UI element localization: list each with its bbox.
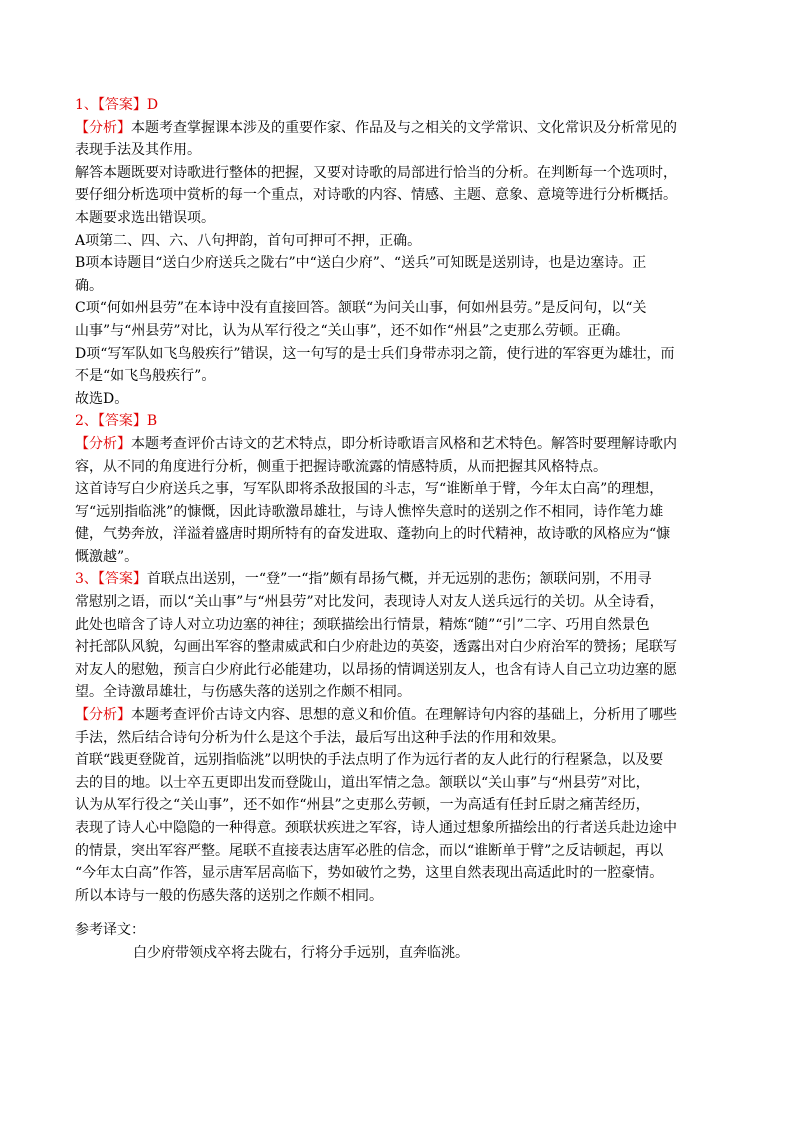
q3-body-line: 首联“践更登陇首，远别指临洮”以明快的手法点明了作为远行者的友人此行的行程紧急，以及要 xyxy=(75,752,664,769)
q1-option-c: C项“何如州县劳”在本诗中没有直接回答。颔联“为问关山事，何如州县劳。”是反问句，以“关 xyxy=(75,300,647,317)
q2-body-line: 健，气势奔放，洋溢着盛唐时期所特有的奋发进取、蓬勃向上的时代精神，故诗歌的风格应为“慷 xyxy=(75,526,671,543)
q1-analysis-label: 【分析】 xyxy=(75,119,131,136)
q2-body-line: 这首诗写白少府送兵之事，写军队即将杀敌报国的斗志，写“谁断单于臂，今年太白高”的理想， xyxy=(75,481,664,498)
q3-answer-text-1: 首联点出送别，一“登”一“指”颇有昂扬气概，并无远别的悲伤；颔联问别，不用寻 xyxy=(146,571,652,588)
q3-body-line: 去的目的地。以士卒五更即出发而登陇山，道出军情之急。颔联以“关山事”与“州县劳”对比， xyxy=(75,774,650,791)
q1-conclusion: 故选D。 xyxy=(75,390,129,407)
q3-analysis-text-1: 本题考查评价古诗文内容、思想的意义和价值。在理解诗句内容的基础上，分析用了哪些 xyxy=(131,707,677,724)
q3-body-line: 表现了诗人心中隐隐的一种得意。颈联状疾进之军容，诗人通过想象所描绘出的行者送兵赴边途中 xyxy=(75,820,677,836)
q3-body-line: “今年太白高”作答，显示唐军居高临下，势如破竹之势，这里自然表现出高适此时的一腔豪情。 xyxy=(75,865,664,882)
q3-answer-label: 3、【答案】 xyxy=(75,571,147,588)
translation-line: 白少府带领戍卒将去陇右，行将分手远别，直奔临洮。 xyxy=(133,944,469,961)
q3-answer-line: 对友人的慰勉，预言白少府此行必能建功，以昂扬的情调送别友人，也含有诗人自己立功边塞的愿 xyxy=(75,661,677,678)
q3-body-line: 认为从军行役之“关山事”，还不如作“州县”之吏那么劳顿，一为高适有任封丘尉之痛苦经历， xyxy=(75,797,650,814)
q1-option-d-cont: 不是“如飞鸟般疾行”。 xyxy=(75,368,216,385)
q1-option-d: D项“写军队如飞鸟般疾行”错误，这一句写的是士兵们身带赤羽之箭，使行进的军容更为雄壮，而 xyxy=(75,345,675,362)
q1-option-b: B项本诗题目“送白少府送兵之陇右”中“送白少府”、“送兵”可知既是送别诗，也是边塞诗。正 xyxy=(75,255,647,272)
q2-body-line: 写“远别指临洮”的慷慨，因此诗歌激昂雄壮，与诗人憔悴失意时的送别之作不相同，诗作笔力雄 xyxy=(75,503,664,520)
q3-answer-line: 望。全诗激昂雄壮，与伤感失落的送别之作颇不相同。 xyxy=(75,684,411,701)
q3-analysis-line-1 xyxy=(75,704,725,727)
q3-analysis-label: 【分析】 xyxy=(75,707,131,724)
q2-analysis-label: 【分析】 xyxy=(75,435,131,452)
q3-analysis-line-2: 手法，然后结合诗句分析为什么是这个手法，最后写出这种手法的作用和效果。 xyxy=(75,729,565,746)
q1-body-line: 解答本题既要对诗歌进行整体的把握，又要对诗歌的局部进行恰当的分析。在判断每一个选项时， xyxy=(75,164,677,181)
q1-analysis-line-2: 表现手法及其作用。 xyxy=(75,142,201,159)
q1-option-a: A项第二、四、六、八句押韵，首句可押可不押，正确。 xyxy=(75,232,422,249)
q3-body-line: 所以本诗与一般的伤感失落的送别之作颇不相同。 xyxy=(75,887,383,904)
q2-analysis-text-1: 本题考查评价古诗文的艺术特点，即分析诗歌语言风格和艺术特色。解答时要理解诗歌内 xyxy=(131,435,677,452)
q2-answer: 2、【答案】B xyxy=(75,413,158,430)
q3-answer-line: 衬托部队风貌，勾画出军容的整肃威武和白少府赴边的英姿，透露出对白少府治军的赞扬；尾联写 xyxy=(75,639,677,656)
q2-analysis-line-2: 容，从不同的角度进行分析，侧重于把握诗歌流露的情感特质，从而把握其风格特点。 xyxy=(75,458,607,475)
q3-body-line: 的情景，突出军容严整。尾联不直接表达唐军必胜的信念，而以“谁断单于臂”之反诘顿起，再以 xyxy=(75,842,664,859)
q3-answer-line: 常慰别之语，而以“关山事”与“州县劳”对比发问，表现诗人对友人送兵远行的关切。从全诗看， xyxy=(75,594,664,611)
answer-document xyxy=(75,94,725,965)
q1-option-c-cont: 山事”与“州县劳”对比，认为从军行役之“关山事”，还不如作“州县”之吏那么劳顿。正确。 xyxy=(75,322,630,339)
q2-analysis-line-1 xyxy=(75,433,725,456)
translation-heading: 参考译文： xyxy=(75,922,145,939)
q3-answer-line-1 xyxy=(75,568,725,591)
q1-body-line: 要仔细分析选项中赏析的每一个重点，对诗歌的内容、情感、主题、意象、意境等进行分析概括。 xyxy=(75,187,677,204)
q3-answer-line: 此处也暗含了诗人对立功边塞的神往；颈联描绘出行情景，精炼“随”“引”二字、巧用自然景色 xyxy=(75,616,650,633)
q1-body-line: 本题要求选出错误项。 xyxy=(75,209,215,226)
q2-body-line: 慨激越”。 xyxy=(75,548,139,565)
q1-analysis-line-1 xyxy=(75,117,725,140)
q1-answer: 1、【答案】D xyxy=(75,97,159,113)
q1-analysis-text-1: 本题考查掌握课本涉及的重要作家、作品及与之相关的文学常识、文化常识及分析常见的 xyxy=(131,119,677,136)
q1-option-b-cont: 确。 xyxy=(75,277,103,294)
